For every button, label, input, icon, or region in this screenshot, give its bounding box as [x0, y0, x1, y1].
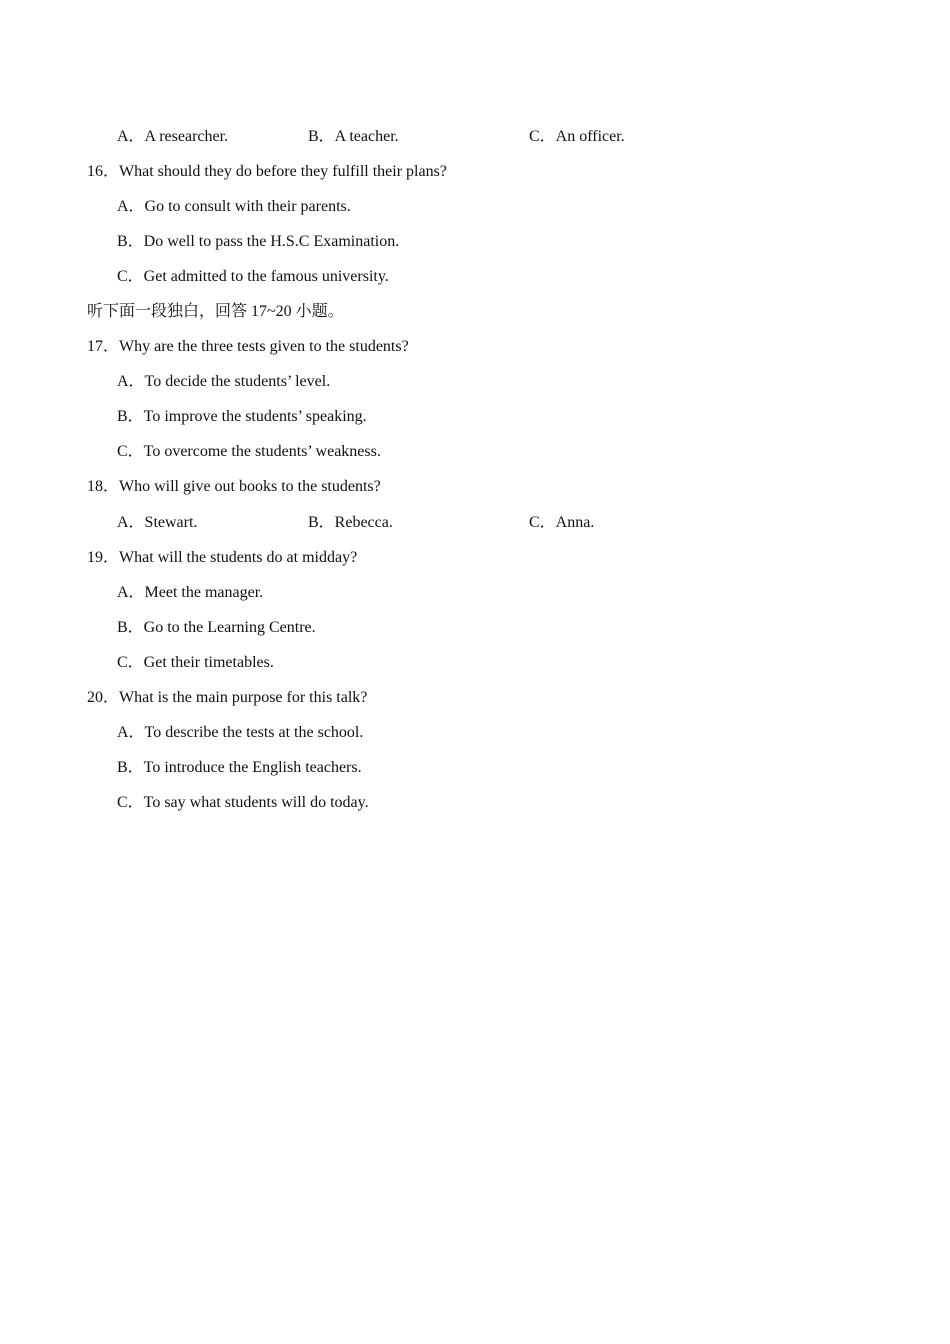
option-q15-c: C．An officer.: [529, 128, 625, 145]
option-q18-c: C．Anna.: [529, 514, 595, 531]
option-q19-b: B．Go to the Learning Centre.: [117, 619, 316, 636]
option-q20-b: B．To introduce the English teachers.: [117, 759, 362, 776]
question-17: 17．Why are the three tests given to the students?: [87, 338, 409, 355]
option-q20-c: C．To say what students will do today.: [117, 794, 369, 811]
option-q20-a: A．To describe the tests at the school.: [117, 724, 364, 741]
question-20: 20．What is the main purpose for this talk?: [87, 689, 368, 706]
question-19: 19．What will the students do at midday?: [87, 549, 358, 566]
option-q16-c: C．Get admitted to the famous university.: [117, 268, 389, 285]
option-q15-b: B．A teacher.: [308, 128, 399, 145]
option-q19-c: C．Get their timetables.: [117, 654, 274, 671]
question-16: 16．What should they do before they fulfill their plans?: [87, 163, 447, 180]
section-instruction: 听下面一段独白，回答 17~20 小题。: [87, 303, 344, 320]
option-q17-c: C．To overcome the students’ weakness.: [117, 443, 381, 460]
option-q18-a: A．Stewart.: [117, 514, 198, 531]
option-q15-a: A．A researcher.: [117, 128, 229, 145]
option-q17-a: A．To decide the students’ level.: [117, 373, 331, 390]
option-q16-b: B．Do well to pass the H.S.C Examination.: [117, 233, 400, 250]
option-q19-a: A．Meet the manager.: [117, 584, 264, 601]
option-q16-a: A．Go to consult with their parents.: [117, 198, 351, 215]
option-q17-b: B．To improve the students’ speaking.: [117, 408, 367, 425]
question-18: 18．Who will give out books to the students?: [87, 478, 381, 495]
option-q18-b: B．Rebecca.: [308, 514, 393, 531]
